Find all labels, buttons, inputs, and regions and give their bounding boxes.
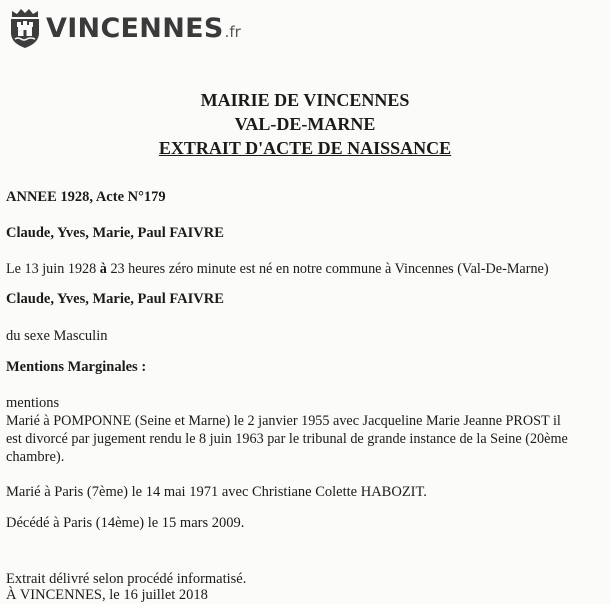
birth-bold-a: à xyxy=(99,261,107,277)
mention-1-line-2: est divorcé par jugement rendu le 8 juin 1963 par le tribunal de grande instance de la Seine (20ème xyxy=(6,431,568,447)
mention-1-line-1: Marié à POMPONNE (Seine et Marne) le 2 janvier 1955 avec Jacqueline Marie Jeanne PROST il xyxy=(6,413,561,429)
logo-tld: .fr xyxy=(224,22,241,41)
mention-2: Marié à Paris (7ème) le 14 mai 1971 avec Christiane Colette HABOZIT. xyxy=(6,484,427,500)
document-header xyxy=(0,88,610,160)
mention-3: Décédé à Paris (14ème) le 15 mars 2009. xyxy=(6,515,245,531)
footer-line-1: Extrait délivré selon procédé informatisé. xyxy=(6,571,247,587)
document-title: EXTRAIT D'ACTE DE NAISSANCE xyxy=(158,138,452,158)
birth-before: Le 13 juin 1928 xyxy=(6,261,100,277)
header-department: VAL-DE-MARNE xyxy=(234,114,376,134)
header-mairie: MAIRIE DE VINCENNES xyxy=(200,90,410,110)
year-act: ANNEE 1928, Acte N°179 xyxy=(6,189,166,205)
city-coat-of-arms-icon xyxy=(8,7,42,49)
mention-1-line-3: chambre). xyxy=(6,449,65,465)
mentions-label: mentions xyxy=(6,395,60,411)
birth-after: 23 heures zéro minute est né en notre commune à Vincennes (Val-De-Marne) xyxy=(106,261,549,277)
person-name: Claude, Yves, Marie, Paul FAIVRE xyxy=(6,225,224,241)
footer-line-2: À VINCENNES, le 16 juillet 2018 xyxy=(6,587,208,603)
birth-statement xyxy=(6,260,606,278)
mentions-heading: Mentions Marginales : xyxy=(6,359,147,375)
person-name-repeat: Claude, Yves, Marie, Paul FAIVRE xyxy=(6,291,224,307)
logo-name: VINCENNES xyxy=(46,12,224,44)
sex: du sexe Masculin xyxy=(6,328,108,344)
vincennes-logo xyxy=(8,7,241,49)
